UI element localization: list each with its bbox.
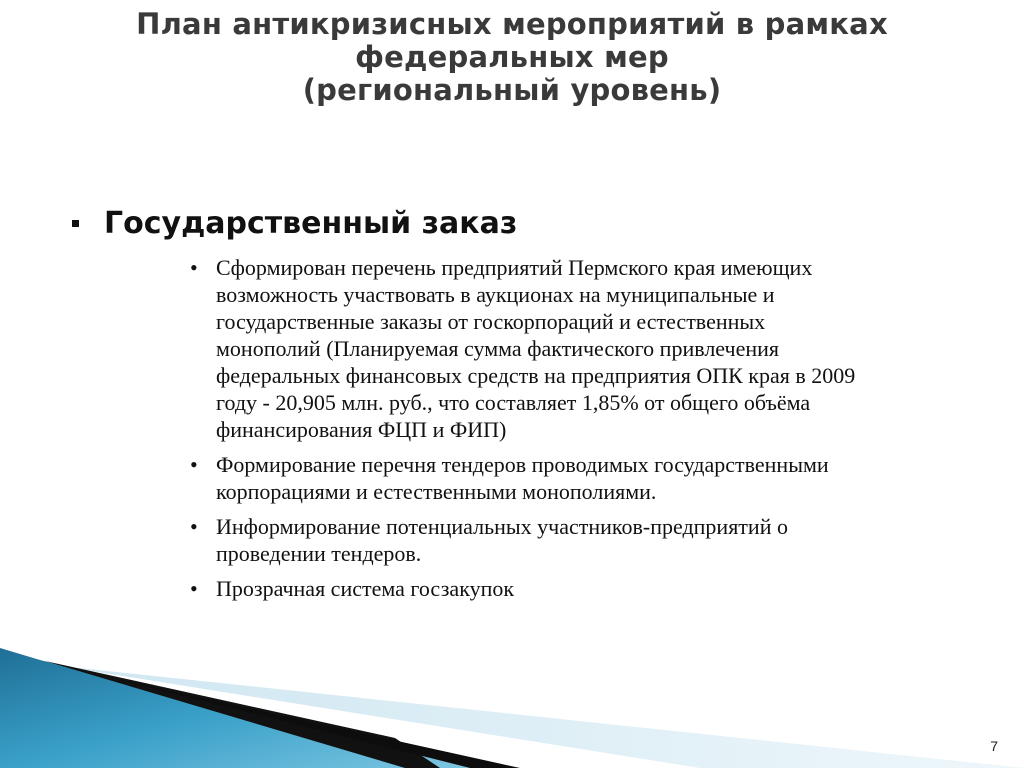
bullet-text: Прозрачная система госзакупок <box>216 576 515 601</box>
page-number: 7 <box>990 738 998 754</box>
square-bullet-icon <box>72 220 79 227</box>
bullet-dot-icon: • <box>190 255 198 280</box>
bullet-dot-icon: • <box>190 514 198 539</box>
bullet-text: Сформирован перечень предприятий Пермского края имеющих возможность участвовать в аукционах на муниципальные и государственные заказы от госкорпораций и естественных монополий (Планируемая сумма фактического привлечения федеральных финансовых средств на предприятия ОПК края в 2009 году - 20,905 млн. руб., что составляет 1,85% от общего объёма финансирования ФЦП и ФИП) <box>216 255 856 442</box>
bullet-item <box>188 575 978 602</box>
bullet-item <box>188 254 978 443</box>
slide-title <box>60 8 964 107</box>
bullet-item <box>188 451 978 505</box>
decorative-swoosh <box>0 640 1024 768</box>
slide-title-line-3: (региональный уровень) <box>302 73 722 107</box>
bullet-text: Формирование перечня тендеров проводимых государственными корпорациями и естественными монополиями. <box>216 452 829 504</box>
bullet-dot-icon: • <box>190 576 198 601</box>
bullet-dot-icon: • <box>190 452 198 477</box>
bullet-text: Информирование потенциальных участников-предприятий о проведении тендеров. <box>216 514 788 566</box>
slide-title-line-1: План антикризисных мероприятий в рамках <box>136 7 888 41</box>
bullet-item <box>188 513 978 567</box>
slide-title-line-2: федеральных мер <box>355 40 669 74</box>
section-heading: Государственный заказ <box>104 206 518 241</box>
bullet-list <box>188 254 978 610</box>
